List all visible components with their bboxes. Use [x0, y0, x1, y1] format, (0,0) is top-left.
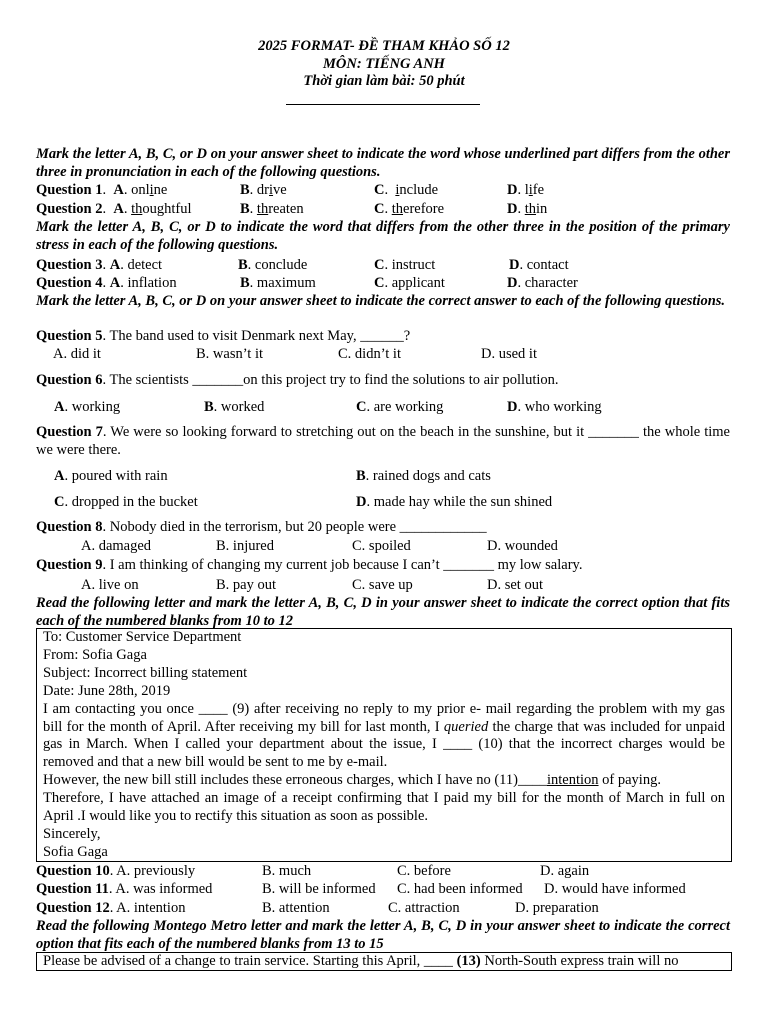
letter-box — [36, 628, 732, 862]
exam-title: 2025 FORMAT- ĐỀ THAM KHẢO SỐ 12 — [258, 38, 510, 54]
question-label: Question 9 — [36, 557, 103, 573]
option-b: B. threaten — [240, 201, 304, 217]
option-a: A. working — [54, 399, 121, 415]
question-8: Question 8. Nobody died in the terrorism, but 20 people were ____________ — [36, 519, 487, 535]
option-c: C. therefore — [374, 201, 445, 217]
question-label: Question 11 — [36, 881, 109, 897]
option-d: D. again — [540, 863, 590, 879]
instruction-metro-letter: Read the following Montego Metro letter and mark the letter A, B, C, D in your answer sheet to indicate the correct option that fits each of the numbered blanks from 13 to 15 — [36, 918, 730, 952]
option-b: B. injured — [216, 538, 274, 554]
letter-paragraph-1: I am contacting you once ____ (9) after receiving no reply to my prior e- mail regarding the problem with my gas bill for the month of April. After receiving my bill for last month, I queried the charge that was included for unpaid gas in March. When I called your department about the issue, I ____ (10) that the incorrect charges would be removed and that a new bill would be sent to me by e-mail. — [43, 700, 725, 771]
option-b: B. much — [262, 863, 312, 879]
option-d: D. wounded — [487, 538, 558, 554]
question-3: Question 3. A. detect — [36, 257, 163, 273]
option-d: D. would have informed — [544, 881, 686, 897]
metro-letter-text: Please be advised of a change to train service. Starting this April, ____ (13) North-South express train will no — [43, 953, 679, 969]
option-a: A. did it — [53, 346, 101, 362]
time-limit: Thời gian làm bài: 50 phút — [303, 73, 465, 89]
question-7: Question 7. We were so looking forward to stretching out on the beach in the sunshine, but it _______ the whole time we were there. — [36, 424, 730, 458]
question-label: Question 6 — [36, 372, 103, 388]
option-a: A. live on — [81, 577, 139, 593]
question-5: Question 5. The band used to visit Denmark next May, ______? — [36, 328, 411, 344]
question-10: Question 10. A. previously — [36, 863, 196, 879]
letter-paragraph-3: Therefore, I have attached an image of a receipt confirming that I paid my bill for the month of March in full on April .I would like you to rectify this situation as soon as possible. — [43, 790, 725, 825]
option-d: D. preparation — [515, 900, 599, 916]
option-c: C. save up — [352, 577, 413, 593]
instruction-stress: Mark the letter A, B, C, or D to indicate the word that differs from the other three in the position of the primary stress in each of the following questions. — [36, 219, 730, 253]
question-label: Question 4 — [36, 275, 103, 291]
option-a: A. poured with rain — [54, 468, 168, 484]
option-d: D. character — [507, 275, 578, 291]
letter-from: From: Sofia Gaga — [43, 646, 147, 663]
question-9: Question 9. I am thinking of changing my current job because I can’t _______ my low salary. — [36, 557, 583, 573]
letter-closing: Sincerely, — [43, 825, 101, 842]
question-12: Question 12. A. intention — [36, 900, 186, 916]
option-d: D. set out — [487, 577, 543, 593]
metro-letter-box — [36, 952, 732, 971]
option-b: B. wasn’t it — [196, 346, 263, 362]
question-6: Question 6. The scientists _______on this project try to find the solutions to air pollution. — [36, 372, 559, 388]
question-2: Question 2. A. thoughtful — [36, 201, 192, 217]
question-label: Question 12 — [36, 900, 110, 916]
option-b: B. pay out — [216, 577, 277, 593]
option-b: B. maximum — [240, 275, 316, 291]
header-divider — [286, 104, 480, 105]
option-b: B. conclude — [238, 257, 308, 273]
option-d: D. thin — [507, 201, 548, 217]
option-d: D. contact — [509, 257, 569, 273]
question-1: Question 1. A. online — [36, 182, 168, 198]
option-d: D. used it — [481, 346, 537, 362]
option-a: A. damaged — [81, 538, 152, 554]
option-c: C. attraction — [388, 900, 460, 916]
question-11: Question 11. A. was informed — [36, 881, 213, 897]
option-b: B. attention — [262, 900, 330, 916]
question-label: Question 3 — [36, 257, 103, 273]
letter-date: Date: June 28th, 2019 — [43, 682, 171, 699]
option-c: C. had been informed — [397, 881, 523, 897]
subject-title: MÔN: TIẾNG ANH — [323, 56, 445, 72]
option-b: B. will be informed — [262, 881, 376, 897]
question-label: Question 2 — [36, 201, 103, 217]
option-c: C. instruct — [374, 257, 436, 273]
option-b: B. rained dogs and cats — [356, 468, 491, 484]
option-d: D. who working — [507, 399, 602, 415]
letter-paragraph-2: However, the new bill still includes these erroneous charges, which I have no (11)____intention of paying. — [43, 772, 661, 789]
question-label: Question 5 — [36, 328, 103, 344]
option-b: B. drive — [240, 182, 287, 198]
letter-signature: Sofia Gaga — [43, 843, 108, 860]
option-c: C. applicant — [374, 275, 445, 291]
option-c: C. include — [374, 182, 439, 198]
option-c: C. before — [397, 863, 451, 879]
option-d: D. life — [507, 182, 545, 198]
instruction-pronunciation: Mark the letter A, B, C, or D on your answer sheet to indicate the word whose underlined part differs from the other three in pronunciation in each of the following questions. — [36, 146, 730, 180]
letter-to: To: Customer Service Department — [43, 629, 242, 645]
option-c: C. didn’t it — [338, 346, 401, 362]
option-c: C. spoiled — [352, 538, 411, 554]
question-4: Question 4. A. inflation — [36, 275, 177, 291]
question-label: Question 8 — [36, 519, 103, 535]
option-c: C. are working — [356, 399, 444, 415]
question-label: Question 1 — [36, 182, 103, 198]
option-c: C. dropped in the bucket — [54, 494, 198, 510]
question-label: Question 7 — [36, 424, 103, 440]
letter-subject: Subject: Incorrect billing statement — [43, 664, 248, 681]
instruction-correct-answer: Mark the letter A, B, C, or D on your answer sheet to indicate the correct answer to each of the following questions. — [36, 293, 726, 309]
option-b: B. worked — [204, 399, 265, 415]
instruction-letter: Read the following letter and mark the letter A, B, C, D in your answer sheet to indicate the correct option that fits each of the numbered blanks from 10 to 12 — [36, 595, 730, 629]
question-label: Question 10 — [36, 863, 110, 879]
option-d: D. made hay while the sun shined — [356, 494, 553, 510]
